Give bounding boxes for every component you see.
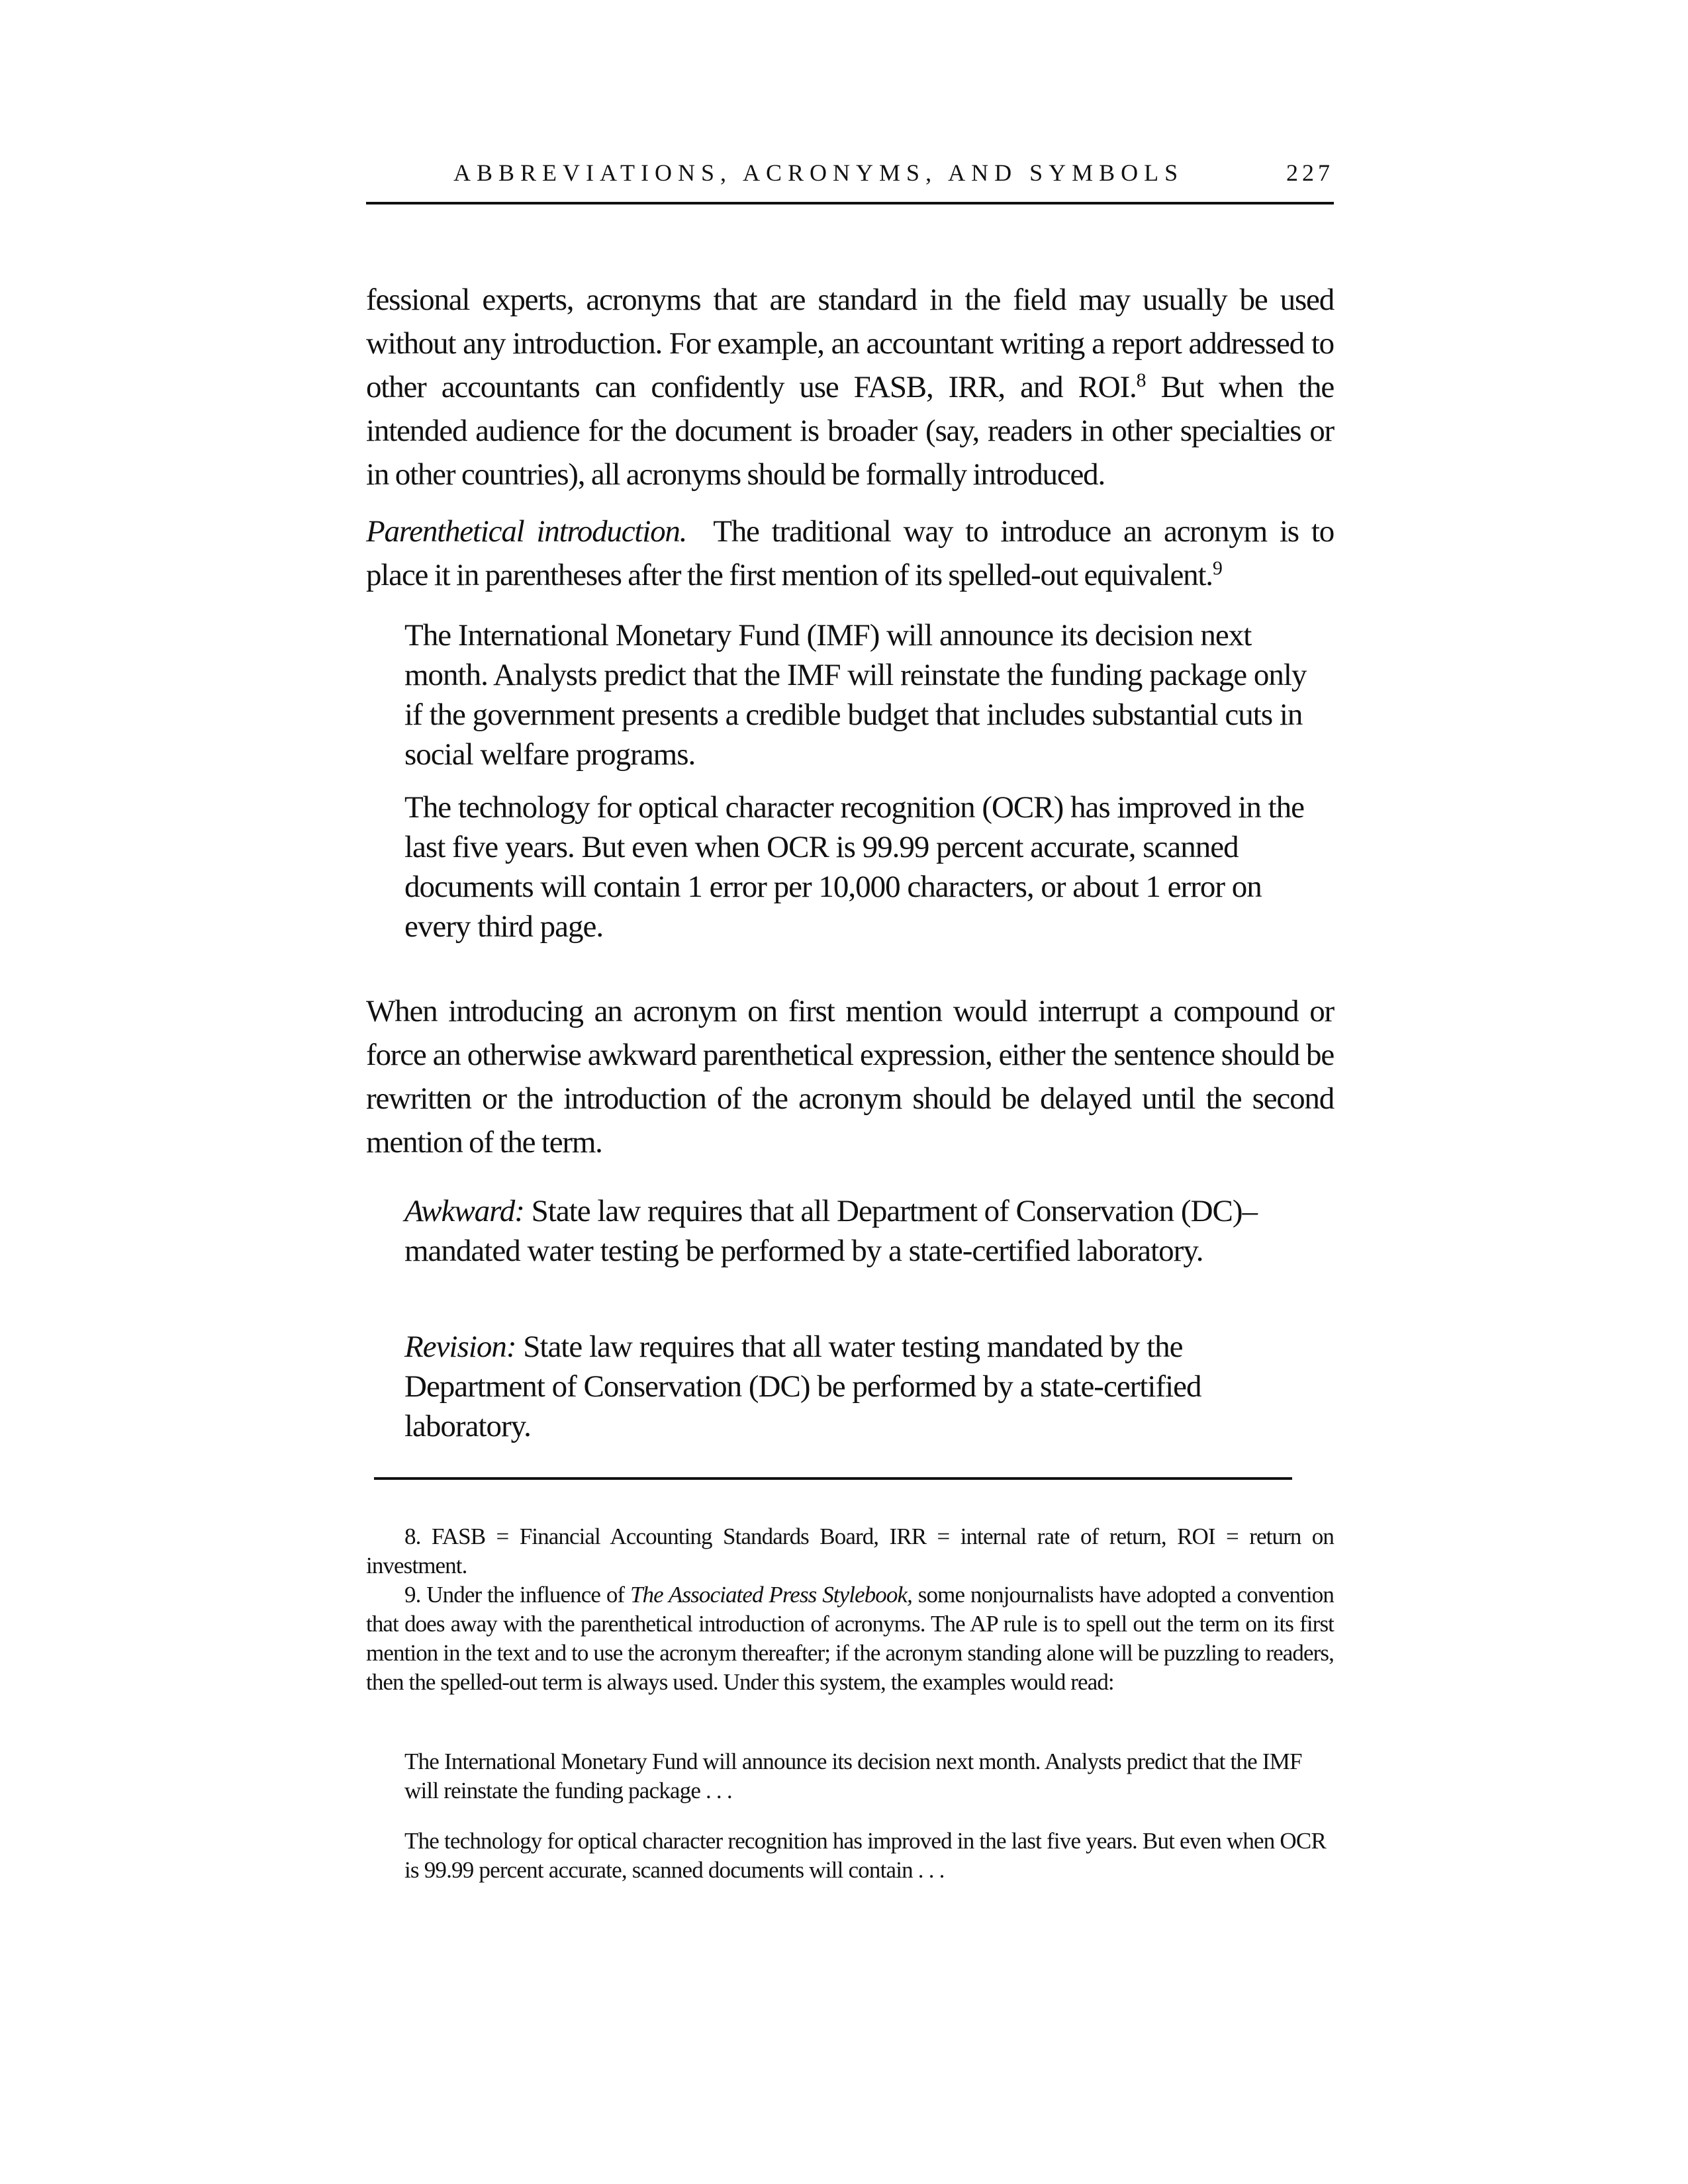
footnote-example-imf <box>404 1747 1331 1805</box>
running-head <box>366 159 1334 199</box>
example-ocr: The technology for optical character recognition (OCR) has improved in the last five years. But even when OCR is 99.99 percent accurate, scanned documents will contain 1 error per 10,000 characters, or about 1 error on every third page. <box>404 790 1305 944</box>
example-block-revision <box>404 1327 1318 1446</box>
footnote-9 <box>366 1580 1334 1697</box>
footnote-9-text: 9. Under the influence of <box>404 1582 630 1608</box>
example-label-revision: Revision: <box>404 1330 516 1364</box>
page-number: 227 <box>1286 159 1334 186</box>
paragraph-delayed-introduction <box>366 989 1334 1164</box>
footnote-ref-8[interactable]: 8 <box>1136 369 1146 391</box>
footnote-separator <box>374 1477 1292 1480</box>
footnote-9-text: some nonjournalists have adopted a convention that does away with the parenthetical introduction of acronyms. The AP rule is to spell out the term on its first mention in the text and to use the acronym thereafter; if the acronym standing alone will be puzzling to readers, then the spelled-out term is always used. Under this system, the examples would read: <box>366 1582 1334 1695</box>
footnote-8 <box>366 1522 1334 1580</box>
run-in-head: Parenthetical introduction. <box>366 514 687 549</box>
paragraph-text: fessional experts, acronyms that are standard in the field may usually be used without any introduction. For example, an accountant writing a report addressed to other accountants can confidently use FASB, IRR, and ROI. <box>366 283 1334 404</box>
footnote-8-text: 8. FASB = Financial Accounting Standards Board, IRR = internal rate of return, ROI = return on investment. <box>366 1524 1334 1578</box>
paragraph-text: The traditional way to introduce an acronym is to place it in parentheses after the first mention of its spelled-out equivalent. <box>366 514 1335 592</box>
cited-title: The Associated Press Stylebook, <box>630 1582 912 1608</box>
footnote-example-text: The technology for optical character recognition has improved in the last five years. But even when OCR is 99.99 percent accurate, scanned documents will contain . . . <box>404 1828 1326 1883</box>
paragraph-text: When introducing an acronym on first mention would interrupt a compound or force an otherwise awkward parenthetical expression, either the sentence should be rewritten or the introduction of the acronym should be delayed until the second mention of the term. <box>366 994 1334 1160</box>
footnote-ref-9[interactable]: 9 <box>1212 557 1222 579</box>
example-label-awkward: Awkward: <box>404 1194 524 1228</box>
paragraph-parenthetical-introduction <box>366 510 1334 597</box>
running-title: ABBREVIATIONS, ACRONYMS, AND SYMBOLS <box>453 159 1184 186</box>
example-block-ocr <box>404 788 1318 946</box>
paragraph-professional-audience <box>366 278 1334 496</box>
example-revision: State law requires that all water testing mandated by the Department of Conservation (DC) be performed by a state-certified laboratory. <box>404 1330 1201 1443</box>
example-block-imf <box>404 615 1318 774</box>
example-imf: The International Monetary Fund (IMF) will announce its decision next month. Analysts predict that the IMF will reinstate the funding package only if the government presents a credible budget that includes substantial cuts in social welfare programs. <box>404 618 1307 772</box>
example-awkward: State law requires that all Department of Conservation (DC)–mandated water testing be performed by a state-certified laboratory. <box>404 1194 1258 1268</box>
footnote-example-text: The International Monetary Fund will announce its decision next month. Analysts predict that the IMF will reinstate the funding package . . . <box>404 1749 1302 1803</box>
example-block-awkward <box>404 1191 1318 1271</box>
header-rule <box>366 202 1334 205</box>
paragraph-text: But when the intended audience for the document is broader (say, readers in other specialties or in other countries), all acronyms should be formally introduced. <box>366 370 1334 492</box>
footnote-example-ocr <box>404 1827 1331 1885</box>
